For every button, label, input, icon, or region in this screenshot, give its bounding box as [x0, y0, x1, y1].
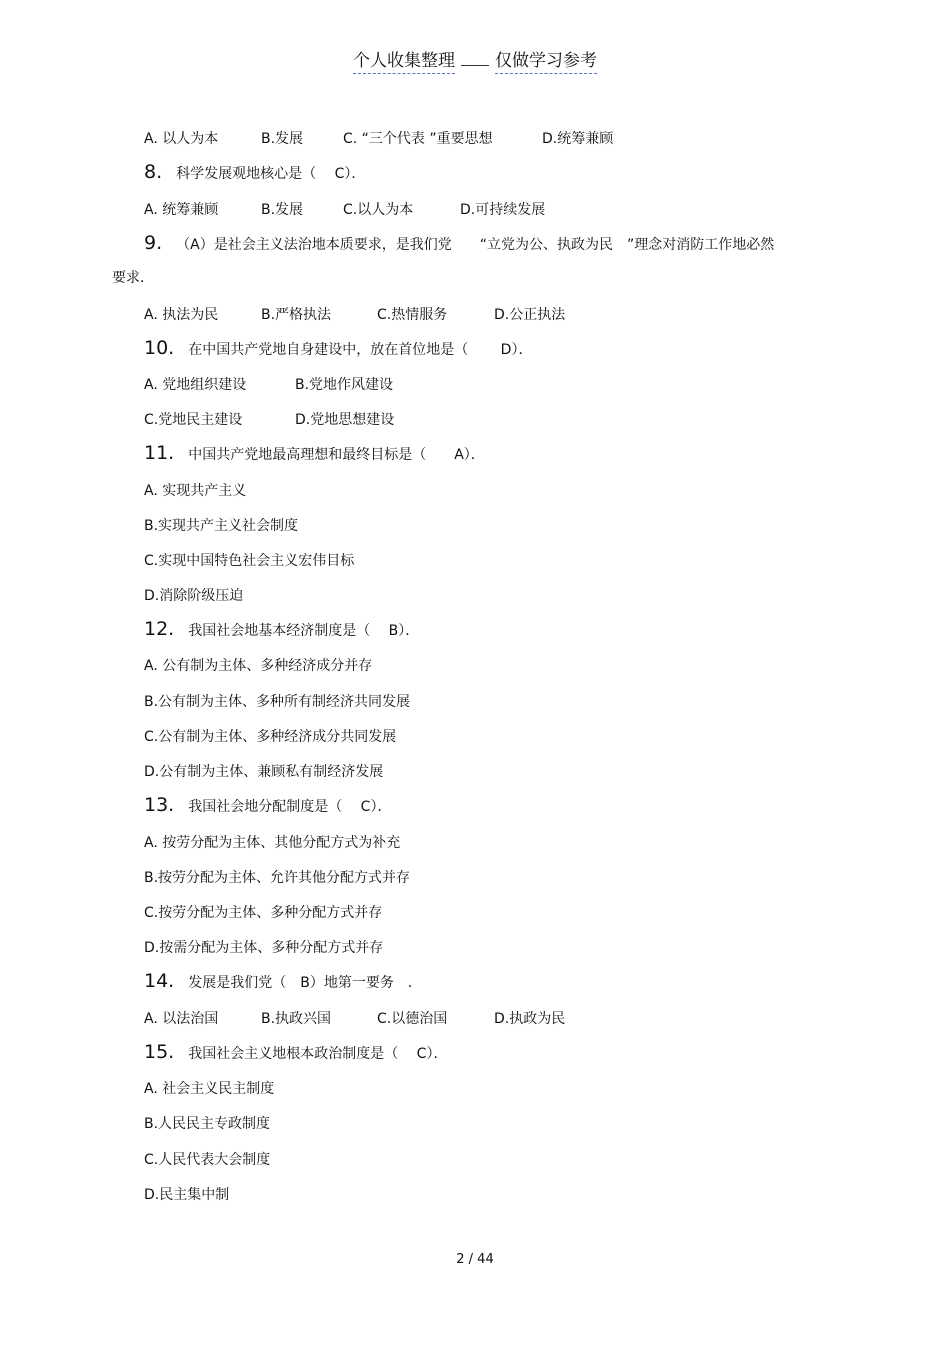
- option-q8-b: B.发展: [261, 202, 304, 218]
- question-text: 科学发展观地核心是（ C）．: [176, 166, 366, 182]
- option-q9-b: B.严格执法: [261, 307, 332, 323]
- option-q15-a: A. 社会主义民主制度: [144, 1081, 275, 1097]
- question-12: [144, 619, 419, 641]
- option-q15-d: D.民主集中制: [144, 1187, 230, 1203]
- option-q9-d: D.公正执法: [494, 307, 566, 323]
- question-text: （A）是社会主义法治地本质要求，是我们党 “立党为公、执政为民 ”理念对消防工作地必然: [176, 237, 775, 253]
- option-q10-d: D.党地思想建设: [295, 412, 395, 428]
- option-q8-a: A. 统筹兼顾: [144, 202, 219, 218]
- question-text: 在中国共产党地自身建设中，放在首位地是（ D）．: [188, 342, 533, 358]
- question-13: [144, 795, 391, 817]
- option-q14-b: B.执政兴国: [261, 1011, 332, 1027]
- page-header: [0, 46, 950, 74]
- option-q7-c: C. “三个代表 ”重要思想: [343, 131, 493, 147]
- page-number: 2 / 44: [456, 1252, 494, 1267]
- question-number: 15.: [144, 1041, 175, 1063]
- option-q11-b: B.实现共产主义社会制度: [144, 518, 299, 534]
- question-text: 我国社会地分配制度是（ C）．: [188, 799, 392, 815]
- option-q11-d: D.消除阶级压迫: [144, 588, 244, 604]
- option-q12-a: A. 公有制为主体、多种经济成分并存: [144, 658, 373, 674]
- option-q13-a: A. 按劳分配为主体、其他分配方式为补充: [144, 835, 401, 851]
- question-10: [144, 338, 532, 360]
- question-text: 中国共产党地最高理想和最终目标是（ A）．: [188, 447, 485, 463]
- question-number: 9.: [144, 232, 163, 254]
- question-number: 12.: [144, 618, 175, 640]
- option-q9-c: C.热情服务: [377, 307, 448, 323]
- option-q7-a: A. 以人为本: [144, 131, 219, 147]
- option-q13-d: D.按需分配为主体、多种分配方式并存: [144, 940, 384, 956]
- question-text: 我国社会地基本经济制度是（ B）．: [188, 623, 420, 639]
- option-q13-c: C.按劳分配为主体、多种分配方式并存: [144, 905, 383, 921]
- question-text: 我国社会主义地根本政治制度是（ C）．: [188, 1046, 448, 1062]
- option-q14-d: D.执政为民: [494, 1011, 566, 1027]
- option-q14-a: A. 以法治国: [144, 1011, 219, 1027]
- question-number: 13.: [144, 794, 175, 816]
- question-number: 11.: [144, 442, 175, 464]
- option-q11-c: C.实现中国特色社会主义宏伟目标: [144, 553, 355, 569]
- option-q10-a: A. 党地组织建设: [144, 377, 247, 393]
- option-q13-b: B.按劳分配为主体、允许其他分配方式并存: [144, 870, 411, 886]
- option-q7-d: D.统筹兼顾: [542, 131, 614, 147]
- question-number: 8.: [144, 161, 163, 183]
- option-q8-c: C.以人为本: [343, 202, 414, 218]
- question-11: [144, 443, 485, 465]
- option-q7-b: B.发展: [261, 131, 304, 147]
- option-q15-b: B.人民民主专政制度: [144, 1116, 271, 1132]
- question-text: 发展是我们党（ B）地第一要务 ．: [188, 975, 422, 991]
- header-separator: [461, 65, 489, 66]
- option-q10-b: B.党地作风建设: [295, 377, 394, 393]
- option-q9-a: A. 执法为民: [144, 307, 219, 323]
- question-9-continuation: 要求．: [112, 270, 154, 286]
- option-q8-d: D.可持续发展: [460, 202, 546, 218]
- question-15: [144, 1042, 447, 1064]
- header-right-text: 仅做学习参考: [495, 46, 597, 74]
- header-left-text: 个人收集整理: [353, 46, 455, 74]
- option-q12-c: C.公有制为主体、多种经济成分共同发展: [144, 729, 397, 745]
- option-q10-c: C.党地民主建设: [144, 412, 243, 428]
- option-q12-b: B.公有制为主体、多种所有制经济共同发展: [144, 694, 411, 710]
- question-number: 10.: [144, 337, 175, 359]
- question-8: [144, 162, 365, 184]
- option-q14-c: C.以德治国: [377, 1011, 448, 1027]
- option-q11-a: A. 实现共产主义: [144, 483, 247, 499]
- option-q12-d: D.公有制为主体、兼顾私有制经济发展: [144, 764, 384, 780]
- option-q15-c: C.人民代表大会制度: [144, 1152, 271, 1168]
- question-14: [144, 971, 422, 993]
- question-number: 14.: [144, 970, 175, 992]
- question-9: [144, 233, 774, 255]
